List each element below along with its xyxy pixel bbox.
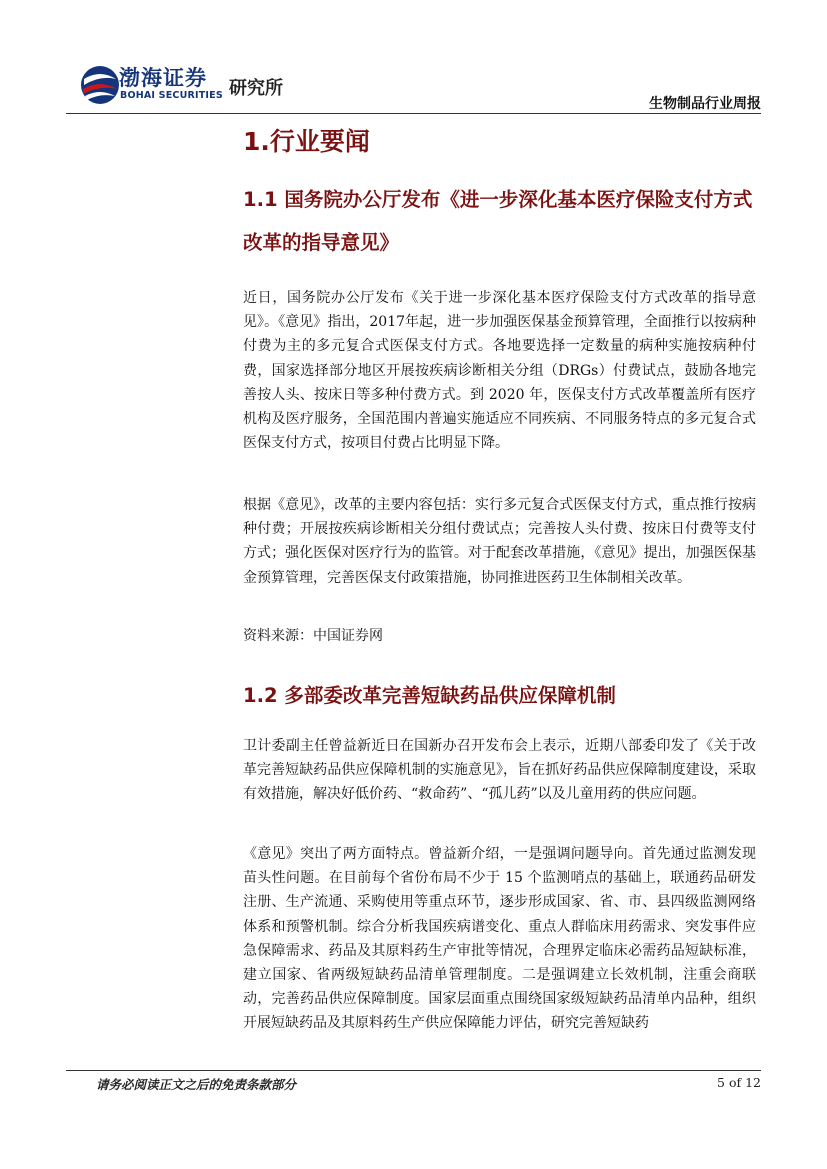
- brand-name-cn: 渤海证券: [119, 66, 207, 90]
- disclaimer-link: 请务必阅读正文之后的免责条款部分: [96, 1077, 297, 1092]
- subsection-1-title: 1.1 国务院办公厅发布《进一步深化基本医疗保险支付方式改革的指导意见》: [243, 188, 753, 254]
- subsection-2-paragraph-1: 卫计委副主任曾益新近日在国新办召开发布会上表示，近期八部委印发了《关于改革完善短缺药品供应保障机制的实施意见》，旨在抓好药品供应保障制度建设，采取有效措施，解决好低价药、“救命药”、“孤儿药”以及儿童用药的供应问题。: [243, 738, 756, 803]
- brand-name-en: BOHAI SECURITIES: [120, 90, 223, 101]
- subsection-1-paragraph-1: 近日，国务院办公厅发布《关于进一步深化基本医疗保险支付方式改革的指导意见》。《意见》指出，2017年起，进一步加强医保基金预算管理，全面推行以按病种付费为主的多元复合式医保支付方式。各地要选择一定数量的病种实施按病种付费，国家选择部分地区开展按疾病诊断相关分组（DRGs）付费试点，鼓励各地完善按人头、按床日等多种付费方式。到 2020 年，医保支付方式改革覆盖所有医疗机构及医疗服务，全国范围内普遍实施适应不同疾病、不同服务特点的多元复合式医保支付方式，按项目付费占比明显下降。: [243, 290, 756, 452]
- footer-divider: [66, 1070, 761, 1071]
- section-title: 1.行业要闻: [243, 127, 370, 156]
- institute-label: 研究所: [229, 78, 283, 99]
- subsection-1-paragraph-2: 根据《意见》，改革的主要内容包括：实行多元复合式医保支付方式，重点推行按病种付费；开展按疾病诊断相关分组付费试点；完善按人头付费、按床日付费等支付方式；强化医保对医疗行为的监管。对于配套改革措施，《意见》提出，加强医保基金预算管理，完善医保支付政策措施，协同推进医药卫生体制相关改革。: [243, 497, 756, 586]
- source-note: 资料来源：中国证券网: [243, 628, 383, 644]
- report-title: 生物制品行业周报: [649, 96, 761, 112]
- page-header: [0, 0, 827, 118]
- subsection-2-paragraph-2: 《意见》突出了两方面特点。曾益新介绍，一是强调问题导向。首先通过监测发现苗头性问题。在目前每个省份布局不少于 15 个监测哨点的基础上，联通药品研发注册、生产流通、采购使用等重点环节，逐步形成国家、省、市、县四级监测网络体系和预警机制。综合分析我国疾病谱变化、重点人群临床用药需求、突发事件应急保障需求、药品及其原料药生产审批等情况，合理界定临床必需药品短缺标准，建立国家、省两级短缺药品清单管理制度。二是强调建立长效机制，注重会商联动，完善药品供应保障制度。国家层面重点围绕国家级短缺药品清单内品种，组织开展短缺药品及其原料药生产供应保障能力评估，研究完善短缺药: [243, 846, 756, 1032]
- page-number: 5 of 12: [717, 1075, 761, 1090]
- subsection-2-title: 1.2 多部委改革完善短缺药品供应保障机制: [243, 684, 616, 707]
- header-divider: [66, 113, 761, 114]
